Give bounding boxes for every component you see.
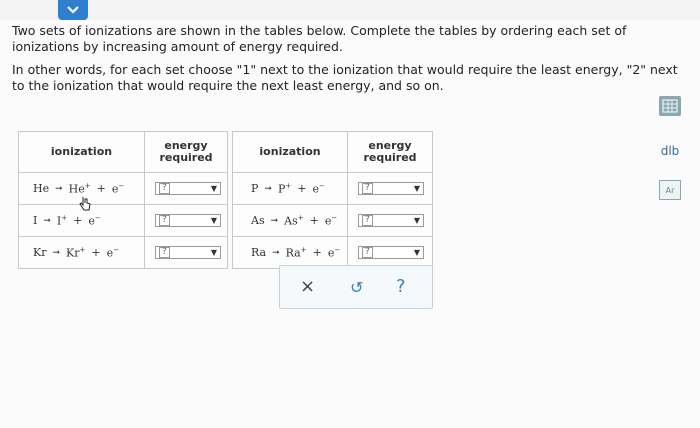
chevron-down-icon: ▼	[413, 248, 420, 257]
selected-value: ?	[362, 183, 373, 194]
energy-cell	[348, 173, 433, 205]
energy-rank-select[interactable]	[155, 246, 221, 259]
ionization-table-right	[232, 131, 433, 269]
energy-cell	[145, 237, 228, 269]
chevron-down-icon: ▼	[210, 216, 217, 225]
grid-icon	[662, 99, 678, 113]
ionization-table-left	[18, 131, 228, 269]
energy-header-line1: energy	[368, 139, 412, 152]
collapse-button[interactable]	[58, 0, 88, 20]
plus-sign: +	[96, 182, 106, 195]
ion-charge: +	[61, 213, 68, 222]
electron-symbol: e	[327, 246, 335, 260]
energy-cell	[348, 205, 433, 237]
ionization-equation	[233, 237, 348, 269]
energy-cell	[348, 237, 433, 269]
ionization-column-header: ionization	[19, 132, 145, 173]
plus-sign: +	[312, 246, 322, 259]
electron-charge: −	[118, 181, 125, 190]
electron-symbol: e	[106, 246, 114, 260]
electron-charge: −	[94, 213, 101, 222]
energy-header-line2: required	[159, 151, 213, 164]
instructions-paragraph-2: In other words, for each set choose "1" next to the ionization that would require the least energy, "2" next to the ionization that would require the next least energy, and so on.	[12, 62, 678, 93]
ionization-equation	[233, 205, 348, 237]
energy-rank-select[interactable]	[358, 214, 424, 227]
instructions	[12, 23, 684, 101]
ion-symbol: Kr	[66, 246, 80, 260]
ion-charge: +	[300, 245, 307, 254]
arrow-icon: ➞	[270, 215, 279, 226]
table-header-row	[19, 132, 228, 173]
mouse-cursor-icon	[78, 196, 92, 216]
energy-cell	[145, 205, 228, 237]
table-row	[19, 237, 228, 269]
arrow-icon: ➞	[264, 183, 272, 194]
atom-symbol: I	[33, 214, 38, 227]
energy-rank-select[interactable]	[358, 182, 424, 195]
energy-header-line1: energy	[164, 139, 208, 152]
atom-symbol: As	[251, 214, 265, 227]
atom-symbol: He	[33, 182, 50, 195]
arrow-icon: ➞	[272, 247, 280, 258]
energy-column-header	[348, 132, 433, 173]
plus-sign: +	[73, 214, 83, 227]
ion-charge: +	[79, 245, 86, 254]
energy-rank-select[interactable]	[155, 182, 221, 195]
atom-symbol: P	[251, 182, 259, 195]
atom-symbol: Ra	[251, 246, 267, 259]
arrow-icon: ➞	[43, 215, 51, 226]
undo-button[interactable]: ↺	[350, 278, 364, 297]
selected-value: ?	[159, 215, 170, 226]
ion-symbol: He	[68, 182, 85, 196]
energy-header-line2: required	[363, 151, 417, 164]
ion-symbol: I	[56, 214, 62, 228]
plus-sign: +	[309, 214, 319, 227]
electron-symbol: e	[312, 182, 319, 196]
arrow-icon: ➞	[55, 183, 63, 194]
chevron-down-icon	[66, 5, 80, 15]
ion-symbol: P	[277, 182, 286, 196]
table-row	[233, 173, 433, 205]
electron-charge: −	[318, 181, 325, 190]
answer-toolbar	[279, 265, 433, 309]
arrow-icon: ➞	[52, 247, 61, 258]
element-tool-icon[interactable]: Ar	[659, 180, 681, 200]
electron-charge: −	[113, 245, 119, 254]
ion-charge: +	[84, 181, 91, 190]
table-row	[19, 205, 228, 237]
ion-charge: +	[285, 181, 292, 190]
selected-value: ?	[159, 183, 170, 194]
ion-charge: +	[297, 213, 304, 222]
data-tool-icon[interactable]: dlb	[660, 144, 680, 158]
energy-column-header	[145, 132, 228, 173]
table-row	[233, 237, 433, 269]
table-header-row	[233, 132, 433, 173]
electron-symbol: e	[111, 182, 119, 196]
selected-value: ?	[362, 215, 373, 226]
table-row	[233, 205, 433, 237]
electron-charge: −	[331, 213, 338, 222]
selected-value: ?	[159, 247, 170, 258]
ion-symbol: As	[284, 214, 298, 228]
table-row	[19, 173, 228, 205]
energy-rank-select[interactable]	[155, 214, 221, 227]
help-button[interactable]: ?	[396, 276, 406, 297]
periodic-table-icon[interactable]	[659, 96, 681, 116]
ionization-equation	[19, 237, 145, 269]
ion-symbol: Ra	[285, 246, 301, 260]
chevron-down-icon: ▼	[210, 184, 217, 193]
plus-sign: +	[297, 182, 307, 195]
ionization-equation	[233, 173, 348, 205]
plus-sign: +	[91, 246, 101, 259]
instructions-paragraph-1: Two sets of ionizations are shown in the tables below. Complete the tables by ordering each set of ionizations by increasing amount of energy required.	[12, 23, 627, 54]
ionization-column-header: ionization	[233, 132, 348, 173]
electron-symbol: e	[324, 214, 332, 228]
chevron-down-icon: ▼	[210, 248, 217, 257]
electron-symbol: e	[88, 214, 95, 228]
selected-value: ?	[362, 247, 373, 258]
electron-charge: −	[334, 245, 341, 254]
chevron-down-icon: ▼	[413, 184, 420, 193]
atom-symbol: Kr	[33, 246, 47, 259]
clear-button[interactable]: ×	[300, 276, 316, 297]
top-bar	[0, 0, 700, 20]
energy-rank-select[interactable]	[358, 246, 424, 259]
energy-cell	[145, 173, 228, 205]
chevron-down-icon: ▼	[413, 216, 420, 225]
